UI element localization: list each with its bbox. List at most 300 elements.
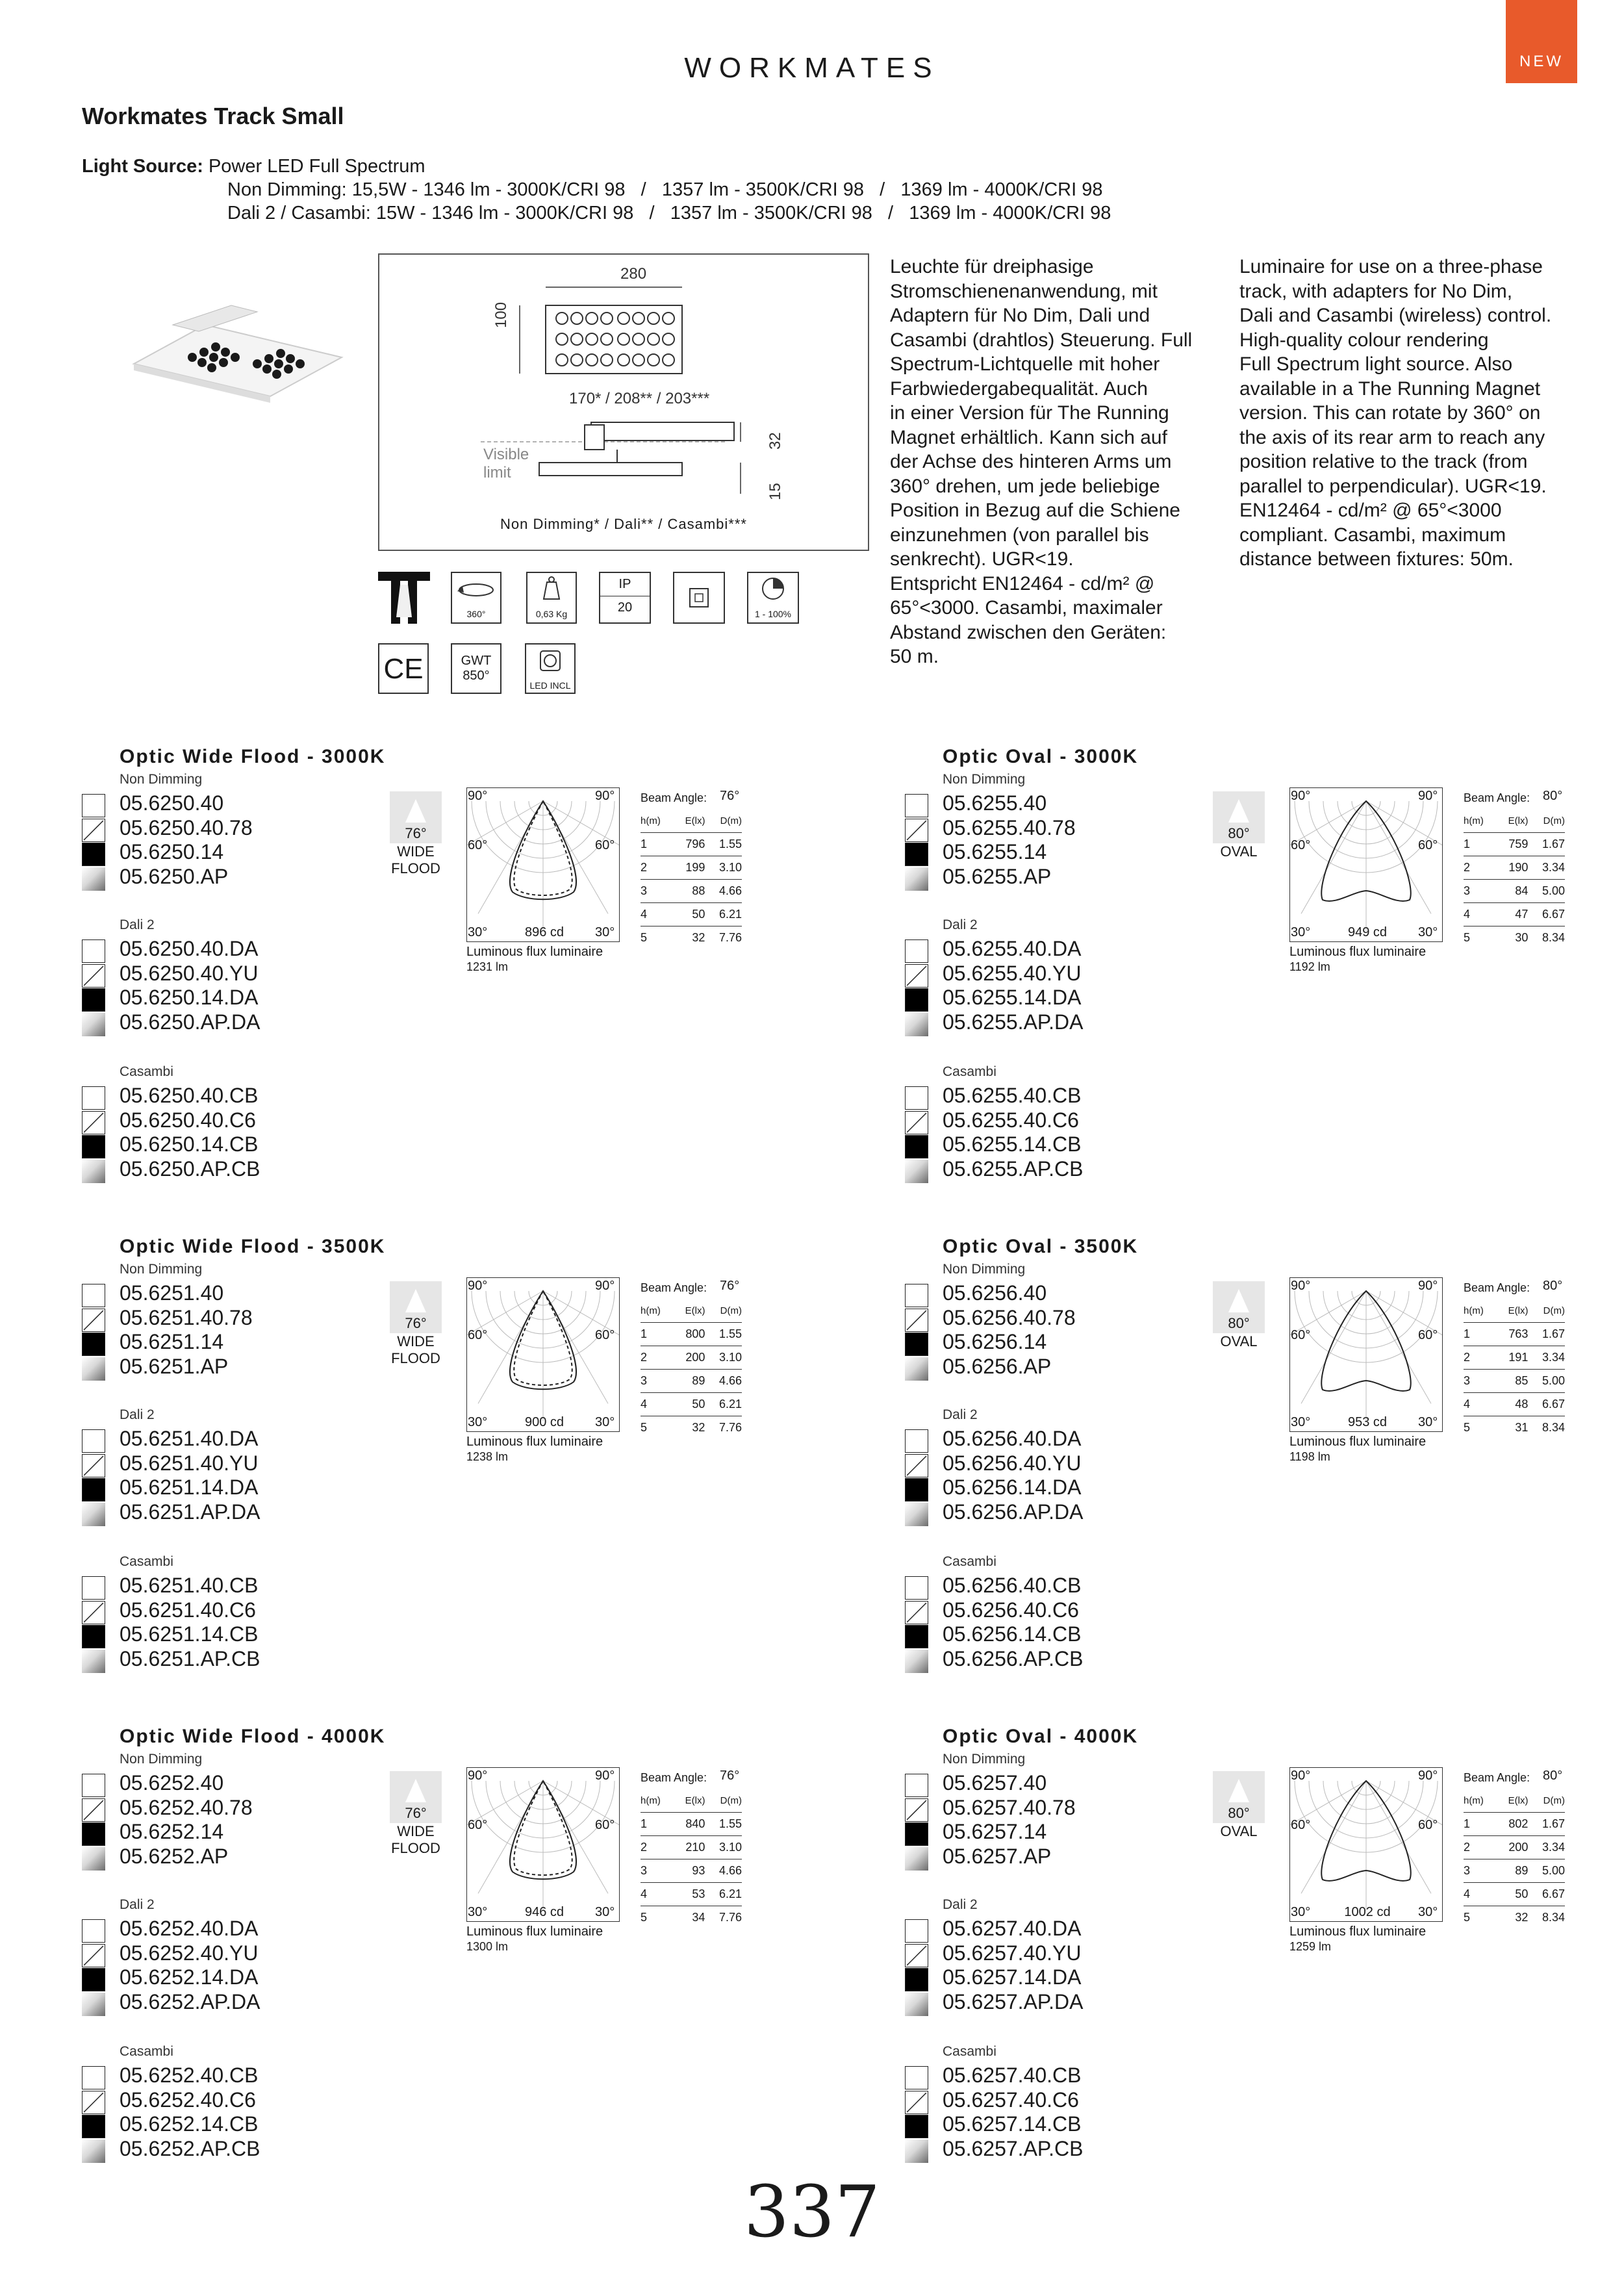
description-line: position relative to the track (from [1239, 451, 1528, 472]
table-cell: 3 [641, 880, 673, 903]
angle-60-right: 60° [1418, 1818, 1438, 1832]
group-label: Non Dimming [120, 1752, 203, 1767]
angle-90-right: 90° [595, 1769, 615, 1783]
finish-swatch-white-black [82, 1944, 105, 1967]
peak-intensity: 946 cd [524, 1905, 565, 1919]
table-cell: 1 [641, 1323, 673, 1346]
finish-swatch-white [905, 1284, 928, 1307]
description-line: Entspricht EN12464 - cd/m² @ [890, 572, 1155, 594]
luminous-flux-value: 1192 lm [1289, 960, 1330, 973]
table-row [1464, 903, 1565, 926]
article-code: 05.6256.40.YU [943, 1451, 1082, 1475]
table-row [641, 1836, 742, 1859]
table-cell: 6.67 [1528, 1883, 1565, 1906]
table-cell: 89 [673, 1370, 705, 1393]
luminous-flux-label: Luminous flux luminaire [1289, 945, 1427, 959]
finish-swatch-black [905, 2115, 928, 2138]
description-line: Luminaire for use on a three-phase [1239, 256, 1543, 277]
table-cell: 3 [641, 1859, 673, 1883]
beam-angle-caption: Beam Angle: [641, 791, 707, 804]
table-cell: 1.55 [705, 1813, 742, 1836]
visible-limit-line1: Visible [483, 446, 529, 463]
table-cell: 1 [641, 833, 673, 856]
beam-angle-value: 76° [720, 789, 740, 803]
gwt-icon [451, 643, 501, 694]
article-code: 05.6252.40.YU [120, 1941, 259, 1965]
table-row [641, 1859, 742, 1883]
table-cell: 191 [1496, 1346, 1529, 1370]
dimmable-icon [747, 572, 799, 624]
finish-swatch-white-black [905, 1111, 928, 1134]
description-line: der Achse des hinteren Arms um [890, 451, 1172, 472]
description-line: parallel to perpendicular). UGR<19. [1239, 475, 1547, 497]
finish-swatch-gradient [905, 2140, 928, 2163]
description-german [890, 255, 1215, 669]
dimming-label: 1 - 100% [754, 609, 792, 619]
article-code: 05.6257.40.DA [943, 1917, 1082, 1940]
table-cell: 7.76 [705, 1416, 742, 1440]
peak-intensity: 1002 cd [1344, 1905, 1391, 1919]
luminous-flux-value: 1259 lm [1289, 1940, 1332, 1953]
article-code: 05.6251.40 [120, 1281, 224, 1305]
table-cell: 200 [1496, 1836, 1529, 1859]
table-row [1464, 1393, 1565, 1416]
table-cell: 3 [1464, 1859, 1496, 1883]
table-cell: 4.66 [705, 880, 742, 903]
table-cell: 210 [673, 1836, 705, 1859]
angle-90-right: 90° [1418, 1769, 1438, 1783]
table-header-cell: h(m) [641, 815, 661, 826]
article-code: 05.6255.40.78 [943, 815, 1076, 839]
angle-30-right: 30° [1418, 1905, 1438, 1919]
finish-swatch-white [82, 1429, 105, 1453]
table-cell: 6.67 [1528, 1393, 1565, 1416]
new-badge: NEW [1506, 0, 1577, 83]
table-cell: 34 [673, 1906, 705, 1930]
description-line: Adaptern für No Dim, Dali und [890, 305, 1150, 326]
angle-60-right: 60° [1418, 1328, 1438, 1342]
article-code: 05.6251.40.CB [120, 1574, 259, 1597]
finish-swatch-black [82, 1625, 105, 1648]
article-code: 05.6256.40.DA [943, 1427, 1082, 1450]
finish-swatch-black [82, 1968, 105, 1991]
section-title: Optic Wide Flood - 3500K [120, 1236, 386, 1257]
dim-side: 170* / 208** / 203*** [569, 390, 710, 407]
beam-type-label: OVAL [1220, 843, 1258, 860]
gwt-value: 850° [463, 669, 490, 683]
angle-60-right: 60° [595, 1818, 615, 1832]
finish-swatch-white [82, 1284, 105, 1307]
group-label: Dali 2 [943, 1897, 978, 1912]
table-row [1464, 1836, 1565, 1859]
article-code: 05.6255.40.C6 [943, 1108, 1079, 1132]
peak-intensity: 949 cd [1347, 925, 1388, 939]
finish-swatch-white [82, 939, 105, 963]
table-row [641, 903, 742, 926]
beam-angle-label: 80° [1228, 825, 1250, 841]
table-row [1464, 1813, 1565, 1836]
catalog-section-title: WORKMATES [684, 52, 940, 84]
table-header-cell: E(lx) [1508, 1795, 1529, 1806]
table-row [641, 1346, 742, 1370]
group-label: Dali 2 [120, 1897, 155, 1912]
description-line: Abstand zwischen den Geräten: [890, 621, 1167, 643]
article-code: 05.6250.40.CB [120, 1084, 259, 1107]
table-row [641, 1906, 742, 1930]
table-cell: 8.34 [1528, 926, 1565, 950]
table-row [641, 1883, 742, 1906]
surface-mount-icon [673, 572, 725, 624]
finish-swatch-black [905, 1822, 928, 1846]
beam-type-label: FLOOD [391, 1840, 440, 1856]
table-cell: 89 [1496, 1859, 1529, 1883]
angle-30-right: 30° [595, 1905, 615, 1919]
article-code: 05.6255.AP.DA [943, 1010, 1084, 1034]
weight-icon [526, 572, 577, 624]
table-cell: 6.21 [705, 1883, 742, 1906]
table-row [1464, 833, 1565, 856]
finish-swatch-white [82, 1774, 105, 1797]
article-code: 05.6250.14.DA [120, 986, 259, 1009]
luminous-flux-label: Luminous flux luminaire [1289, 1435, 1427, 1449]
group-label: Non Dimming [120, 772, 203, 787]
finish-swatch-white-black [905, 1454, 928, 1477]
article-code: 05.6255.40.YU [943, 961, 1082, 985]
table-cell: 3.10 [705, 856, 742, 880]
angle-90-left: 90° [1291, 1769, 1311, 1783]
article-code: 05.6257.40 [943, 1771, 1047, 1795]
group-label: Casambi [943, 1554, 996, 1569]
table-row [1464, 856, 1565, 880]
beam-angle-label: 76° [405, 1805, 427, 1821]
table-cell: 2 [641, 856, 673, 880]
article-code: 05.6251.AP [120, 1354, 229, 1378]
dim-width: 280 [620, 265, 647, 283]
table-cell: 32 [673, 1416, 705, 1440]
angle-90-left: 90° [468, 1279, 488, 1293]
finish-swatch-black [82, 1135, 105, 1158]
group-label: Casambi [943, 2044, 996, 2059]
table-cell: 800 [673, 1323, 705, 1346]
finish-swatch-white [905, 1576, 928, 1600]
finish-swatch-black [905, 988, 928, 1012]
peak-intensity: 896 cd [524, 925, 565, 939]
group-label: Casambi [120, 2044, 173, 2059]
table-cell: 1 [1464, 1323, 1496, 1346]
table-cell: 1.67 [1528, 1813, 1565, 1836]
finish-swatch-gradient [82, 1160, 105, 1183]
description-line: distance between fixtures: 50m. [1239, 548, 1514, 570]
angle-90-left: 90° [1291, 789, 1311, 803]
table-cell: 3.34 [1528, 1836, 1565, 1859]
article-code: 05.6250.40.DA [120, 937, 259, 960]
finish-swatch-gradient [905, 1357, 928, 1381]
article-code: 05.6252.14.DA [120, 1965, 259, 1989]
beam-type-label: WIDE [397, 843, 435, 860]
finish-swatch-white-black [82, 2091, 105, 2114]
luminous-flux-value: 1300 lm [466, 1940, 509, 1953]
table-cell: 3.34 [1528, 1346, 1565, 1370]
table-cell: 4 [641, 1393, 673, 1416]
table-row [641, 1323, 742, 1346]
article-code: 05.6255.40.DA [943, 937, 1082, 960]
table-cell: 840 [673, 1813, 705, 1836]
article-code: 05.6252.14 [120, 1820, 224, 1843]
polar-diagram [1289, 1767, 1443, 1922]
table-row [1464, 1346, 1565, 1370]
article-code: 05.6255.40 [943, 791, 1047, 815]
finish-swatch-gradient [82, 1013, 105, 1036]
beam-type-label: WIDE [397, 1823, 435, 1839]
beam-angle-value: 80° [1543, 789, 1563, 803]
description-line: Spectrum-Lichtquelle mit hoher [890, 353, 1160, 375]
article-code: 05.6251.AP.CB [120, 1646, 260, 1670]
article-code: 05.6250.AP.DA [120, 1010, 260, 1034]
finish-swatch-white-black [905, 1309, 928, 1332]
table-row [1464, 926, 1565, 950]
illuminance-table [1464, 1789, 1565, 1929]
article-code: 05.6252.AP.DA [120, 1989, 260, 2013]
finish-swatch-white [905, 794, 928, 817]
finish-swatch-gradient [905, 1993, 928, 2016]
table-row [641, 856, 742, 880]
article-code: 05.6257.AP.DA [943, 1989, 1084, 2013]
description-line: Farbwiedergabequalität. Auch [890, 377, 1148, 400]
table-cell: 6.21 [705, 1393, 742, 1416]
finish-swatch-black [905, 1135, 928, 1158]
finish-swatch-white [905, 1774, 928, 1797]
table-cell: 2 [641, 1836, 673, 1859]
description-line: Casambi (drahtlos) Steuerung. Full [890, 329, 1193, 351]
table-cell: 4 [1464, 1883, 1496, 1906]
table-header-cell: D(m) [720, 815, 742, 826]
description-line: 50 m. [890, 646, 939, 667]
angle-90-right: 90° [1418, 1279, 1438, 1293]
finish-swatch-white-black [905, 2091, 928, 2114]
description-line: Stromschienenanwendung, mit [890, 280, 1158, 302]
product-photo [127, 299, 348, 403]
table-cell: 50 [673, 903, 705, 926]
table-cell: 199 [673, 856, 705, 880]
luminous-flux-label: Luminous flux luminaire [466, 1435, 603, 1449]
finish-swatch-white-black [82, 1309, 105, 1332]
article-code: 05.6250.AP.CB [120, 1156, 260, 1181]
finish-swatch-gradient [82, 2140, 105, 2163]
article-code: 05.6252.40.C6 [120, 2088, 256, 2112]
finish-swatch-white-black [82, 1601, 105, 1624]
table-cell: 1.67 [1528, 833, 1565, 856]
angle-90-right: 90° [595, 789, 615, 803]
table-header-cell: E(lx) [685, 815, 705, 826]
description-line: EN12464 - cd/m² @ 65°<3000 [1239, 500, 1502, 521]
table-row [1464, 880, 1565, 903]
article-code: 05.6257.AP [943, 1844, 1052, 1868]
table-cell: 4 [1464, 1393, 1496, 1416]
table-cell: 84 [1496, 880, 1529, 903]
beam-angle-value: 76° [720, 1279, 740, 1293]
article-code: 05.6255.AP [943, 864, 1052, 888]
table-cell: 8.34 [1528, 1906, 1565, 1930]
article-code: 05.6250.40.C6 [120, 1108, 256, 1132]
table-cell: 802 [1496, 1813, 1529, 1836]
group-label: Dali 2 [943, 1407, 978, 1422]
finish-swatch-white-black [905, 964, 928, 988]
table-cell: 5 [641, 926, 673, 950]
light-source-value: Power LED Full Spectrum [208, 156, 425, 177]
table-cell: 88 [673, 880, 705, 903]
dim-height: 100 [492, 301, 510, 328]
angle-90-right: 90° [1418, 789, 1438, 803]
beam-angle-label: 80° [1228, 1315, 1250, 1331]
dim-32: 32 [767, 432, 784, 450]
table-cell: 190 [1496, 856, 1529, 880]
table-header-cell: h(m) [1464, 815, 1484, 826]
angle-90-left: 90° [468, 789, 488, 803]
description-line: track, with adapters for No Dim, [1239, 280, 1513, 302]
beam-angle-value: 76° [720, 1769, 740, 1783]
table-header-cell: h(m) [1464, 1795, 1484, 1806]
table-cell: 4 [641, 1883, 673, 1906]
table-cell: 3 [641, 1370, 673, 1393]
angle-30-right: 30° [1418, 1415, 1438, 1429]
table-cell: 1 [1464, 1813, 1496, 1836]
table-row [641, 833, 742, 856]
article-code: 05.6257.AP.CB [943, 2136, 1084, 2160]
finish-swatch-white [82, 2066, 105, 2089]
table-cell: 4.66 [705, 1859, 742, 1883]
group-label: Casambi [120, 1064, 173, 1079]
table-cell: 796 [673, 833, 705, 856]
illuminance-table [1464, 810, 1565, 949]
table-cell: 3 [1464, 1370, 1496, 1393]
finish-swatch-gradient [905, 1847, 928, 1871]
table-cell: 30 [1496, 926, 1529, 950]
finish-swatch-black [82, 1478, 105, 1501]
table-row [641, 926, 742, 950]
finish-swatch-black [905, 1968, 928, 1991]
luminous-flux-label: Luminous flux luminaire [466, 945, 603, 959]
angle-90-right: 90° [595, 1279, 615, 1293]
finish-swatch-white [905, 2066, 928, 2089]
led-included-icon [525, 643, 576, 694]
table-row [641, 1813, 742, 1836]
illuminance-table [641, 1299, 742, 1439]
table-header-cell: E(lx) [685, 1305, 705, 1316]
table-cell: 3.10 [705, 1836, 742, 1859]
finish-swatch-white-black [905, 819, 928, 842]
finish-swatch-black [82, 1333, 105, 1356]
finish-swatch-white-black [905, 1798, 928, 1822]
finish-swatch-white-black [905, 1944, 928, 1967]
angle-60-left: 60° [1291, 1818, 1311, 1832]
beam-type-label: FLOOD [391, 1350, 440, 1366]
table-cell: 1.55 [705, 1323, 742, 1346]
article-code: 05.6252.40.78 [120, 1795, 253, 1819]
section-title: Optic Wide Flood - 4000K [120, 1726, 386, 1747]
finish-swatch-white [82, 794, 105, 817]
angle-90-left: 90° [468, 1769, 488, 1783]
top-view-drawing [494, 279, 741, 383]
table-cell: 50 [673, 1393, 705, 1416]
table-cell: 48 [1496, 1393, 1529, 1416]
angle-30-left: 30° [468, 1905, 488, 1919]
table-cell: 5.00 [1528, 880, 1565, 903]
finish-swatch-gradient [905, 1013, 928, 1036]
angle-60-right: 60° [1418, 838, 1438, 852]
description-line: senkrecht). UGR<19. [890, 548, 1074, 570]
table-cell: 4 [641, 903, 673, 926]
finish-swatch-black [82, 2115, 105, 2138]
article-code: 05.6257.40.CB [943, 2063, 1082, 2087]
article-code: 05.6252.40.CB [120, 2063, 259, 2087]
beam-type-label: OVAL [1220, 1333, 1258, 1349]
table-header-cell: h(m) [641, 1305, 661, 1316]
finish-swatch-black [82, 843, 105, 866]
beam-angle-caption: Beam Angle: [1464, 791, 1530, 804]
article-code: 05.6252.AP.CB [120, 2136, 260, 2160]
table-cell: 93 [673, 1859, 705, 1883]
finish-swatch-white [905, 1086, 928, 1110]
finish-swatch-gradient [82, 1357, 105, 1381]
article-code: 05.6250.40.YU [120, 961, 259, 985]
finish-swatch-gradient [82, 1993, 105, 2016]
table-cell: 53 [673, 1883, 705, 1906]
table-cell: 1.67 [1528, 1323, 1565, 1346]
polar-diagram [466, 1277, 620, 1432]
group-label: Non Dimming [943, 772, 1026, 787]
visible-limit-line2: limit [483, 464, 511, 481]
product-title: Workmates Track Small [82, 103, 344, 129]
article-code: 05.6251.14 [120, 1330, 224, 1353]
article-code: 05.6256.40.C6 [943, 1598, 1079, 1622]
finish-swatch-white [905, 1429, 928, 1453]
section-title: Optic Oval - 4000K [943, 1726, 1139, 1747]
angle-60-right: 60° [595, 838, 615, 852]
description-line: version. This can rotate by 360° on [1239, 402, 1541, 424]
article-code: 05.6252.40 [120, 1771, 224, 1795]
group-label: Dali 2 [943, 917, 978, 932]
description-line: 65°<3000. Casambi, maximaler [890, 597, 1163, 619]
beam-angle-value: 80° [1543, 1769, 1563, 1783]
article-code: 05.6256.14.DA [943, 1476, 1082, 1499]
article-code: 05.6250.40.78 [120, 815, 253, 839]
article-code: 05.6252.14.CB [120, 2112, 259, 2136]
angle-60-right: 60° [595, 1328, 615, 1342]
group-label: Casambi [120, 1554, 173, 1569]
track-mount-icon [378, 572, 430, 624]
article-code: 05.6257.14.DA [943, 1965, 1082, 1989]
article-code: 05.6257.40.78 [943, 1795, 1076, 1819]
table-cell: 5 [1464, 1906, 1496, 1930]
description-line: the axis of its rear arm to reach any [1239, 426, 1545, 448]
table-cell: 32 [673, 926, 705, 950]
table-row [1464, 1859, 1565, 1883]
weight-label: 0,63 Kg [535, 609, 568, 619]
article-code: 05.6250.40 [120, 791, 224, 815]
finish-swatch-black [905, 1478, 928, 1501]
article-code: 05.6255.40.CB [943, 1084, 1082, 1107]
luminous-flux-value: 1198 lm [1289, 1450, 1330, 1463]
article-code: 05.6251.40.78 [120, 1305, 253, 1329]
table-cell: 5 [641, 1906, 673, 1930]
description-line: available in a The Running Magnet [1239, 377, 1541, 400]
table-row [641, 1393, 742, 1416]
table-cell: 6.67 [1528, 903, 1565, 926]
gwt-label: GWT [461, 654, 492, 668]
finish-swatch-gradient [905, 1160, 928, 1183]
finish-swatch-white [905, 939, 928, 963]
finish-swatch-black [905, 1333, 928, 1356]
